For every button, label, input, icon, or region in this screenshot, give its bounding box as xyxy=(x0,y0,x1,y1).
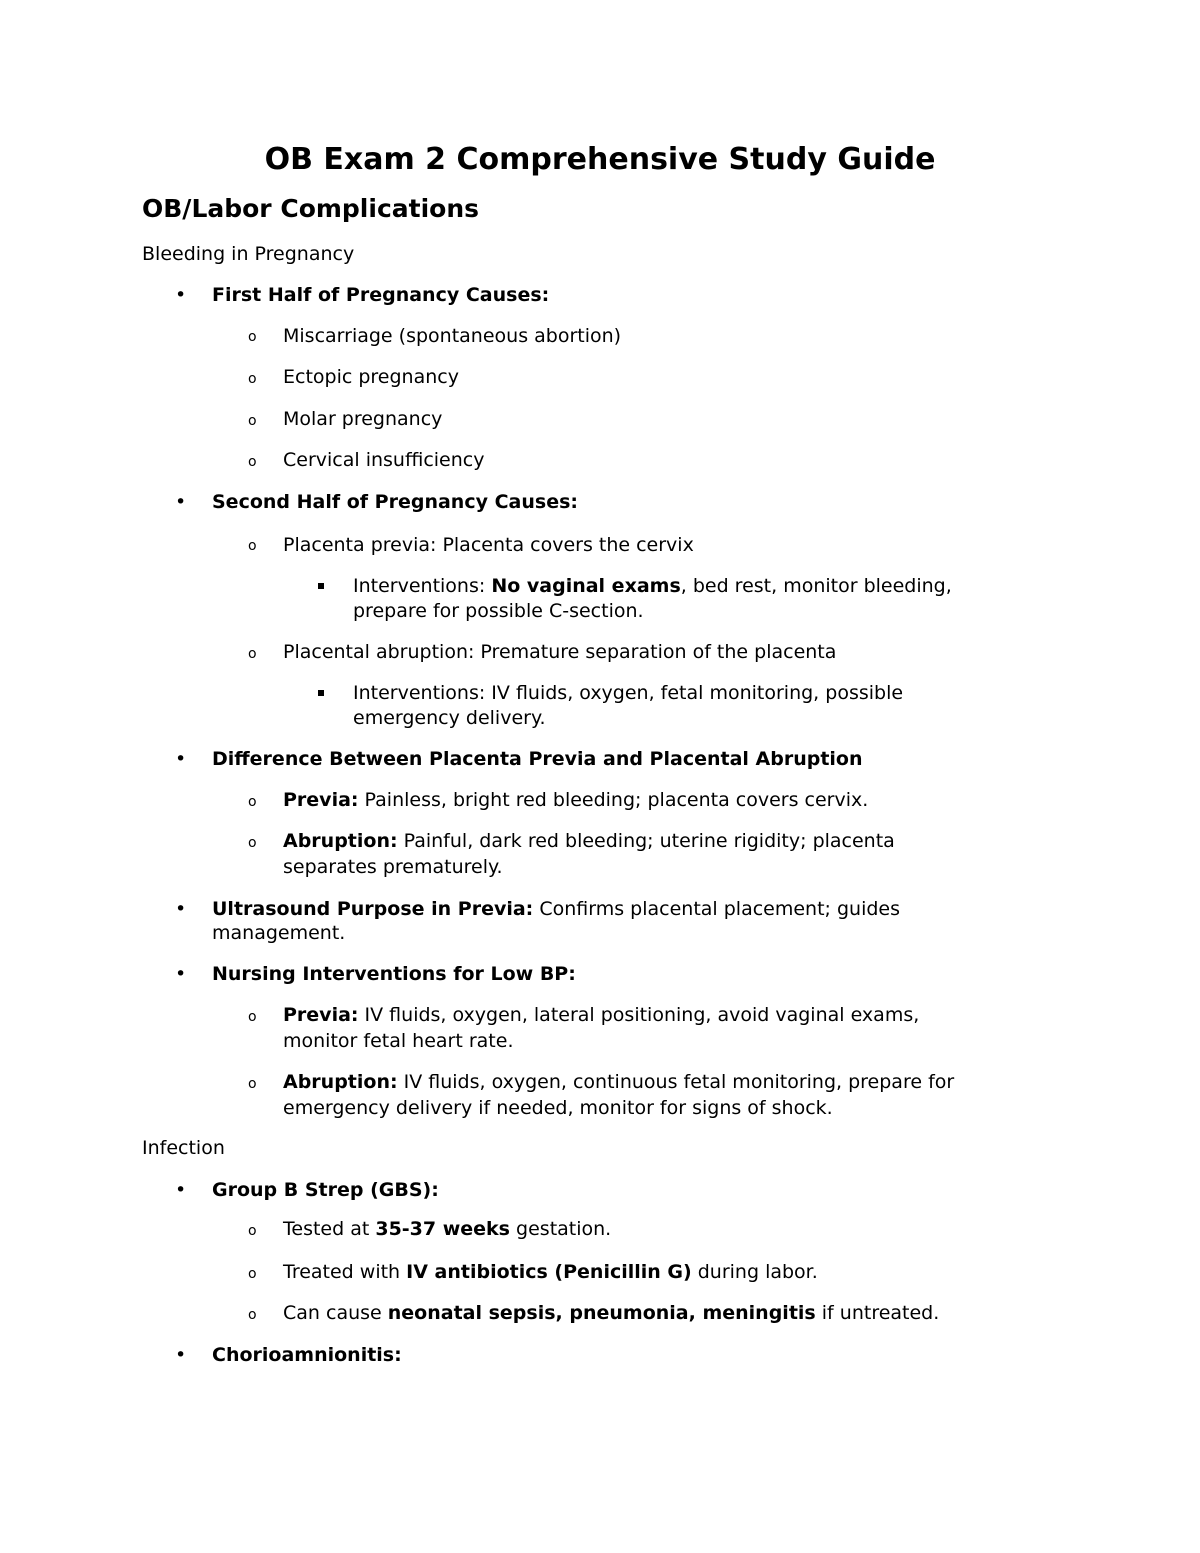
sub-bullet-glyph: o xyxy=(248,454,257,470)
list-item-low-bp: Nursing Interventions for Low BP: xyxy=(212,963,576,985)
bullet-glyph: • xyxy=(175,963,187,985)
document-title: OB Exam 2 Comprehensive Study Guide xyxy=(264,142,936,177)
subsection-heading-infection: Infection xyxy=(142,1137,225,1159)
list-item: Cervical insufficiency xyxy=(283,449,485,471)
list-item-abruption-interventions: Interventions: IV fluids, oxygen, fetal monitoring, possible xyxy=(353,682,904,704)
sub-bullet-glyph: o xyxy=(248,1076,257,1092)
list-item-continuation: management. xyxy=(212,922,346,944)
sub-bullet-glyph: o xyxy=(248,413,257,429)
list-item-ultrasound: Ultrasound Purpose in Previa: Confirms placental placement; guides xyxy=(212,898,901,920)
square-bullet xyxy=(318,690,324,696)
sub-bullet-glyph: o xyxy=(248,794,257,810)
sub-bullet-glyph: o xyxy=(248,538,257,554)
sub-bullet-glyph: o xyxy=(248,1009,257,1025)
list-item-abruption-diff: Abruption: Painful, dark red bleeding; uterine rigidity; placenta xyxy=(283,830,895,852)
list-item-second-half: Second Half of Pregnancy Causes: xyxy=(212,491,578,513)
list-item: Ectopic pregnancy xyxy=(283,366,459,388)
bullet-glyph: • xyxy=(175,748,187,770)
list-item: Miscarriage (spontaneous abortion) xyxy=(283,325,622,347)
list-item-continuation: separates prematurely. xyxy=(283,856,503,878)
bullet-glyph: • xyxy=(175,491,187,513)
bullet-glyph: • xyxy=(175,898,187,920)
sub-bullet-glyph: o xyxy=(248,371,257,387)
sub-bullet-glyph: o xyxy=(248,646,257,662)
subsection-heading-bleeding: Bleeding in Pregnancy xyxy=(142,243,355,265)
sub-bullet-glyph: o xyxy=(248,1223,257,1239)
list-item-previa-interventions: Interventions: No vaginal exams, bed rest, monitor bleeding, xyxy=(353,575,952,597)
list-item-continuation: monitor fetal heart rate. xyxy=(283,1030,514,1052)
sub-bullet-glyph: o xyxy=(248,1307,257,1323)
list-item-chorio: Chorioamnionitis: xyxy=(212,1344,402,1366)
bullet-glyph: • xyxy=(175,1344,187,1366)
list-item: Tested at 35-37 weeks gestation. xyxy=(283,1218,612,1240)
list-item-abruption: Placental abruption: Premature separation of the placenta xyxy=(283,641,837,663)
list-item: Can cause neonatal sepsis, pneumonia, meningitis if untreated. xyxy=(283,1302,940,1324)
bullet-glyph: • xyxy=(175,284,187,306)
sub-bullet-glyph: o xyxy=(248,329,257,345)
list-item-previa-diff: Previa: Painless, bright red bleeding; placenta covers cervix. xyxy=(283,789,869,811)
list-item-abruption-bp: Abruption: IV fluids, oxygen, continuous fetal monitoring, prepare for xyxy=(283,1071,955,1093)
list-item-previa: Placenta previa: Placenta covers the cervix xyxy=(283,534,694,556)
list-item: Treated with IV antibiotics (Penicillin G) during labor. xyxy=(283,1261,818,1283)
list-item-difference: Difference Between Placenta Previa and Placental Abruption xyxy=(212,748,863,770)
list-item-continuation: emergency delivery if needed, monitor for signs of shock. xyxy=(283,1097,833,1119)
bullet-glyph: • xyxy=(175,1179,187,1201)
sub-bullet-glyph: o xyxy=(248,1266,257,1282)
list-item-gbs: Group B Strep (GBS): xyxy=(212,1179,439,1201)
list-item-previa-bp: Previa: IV fluids, oxygen, lateral positioning, avoid vaginal exams, xyxy=(283,1004,920,1026)
sub-bullet-glyph: o xyxy=(248,835,257,851)
section-heading: OB/Labor Complications xyxy=(142,194,480,223)
list-item: Molar pregnancy xyxy=(283,408,443,430)
list-item-continuation: prepare for possible C-section. xyxy=(353,600,644,622)
list-item-first-half: First Half of Pregnancy Causes: xyxy=(212,284,550,306)
square-bullet xyxy=(318,583,324,589)
list-item-continuation: emergency delivery. xyxy=(353,707,546,729)
